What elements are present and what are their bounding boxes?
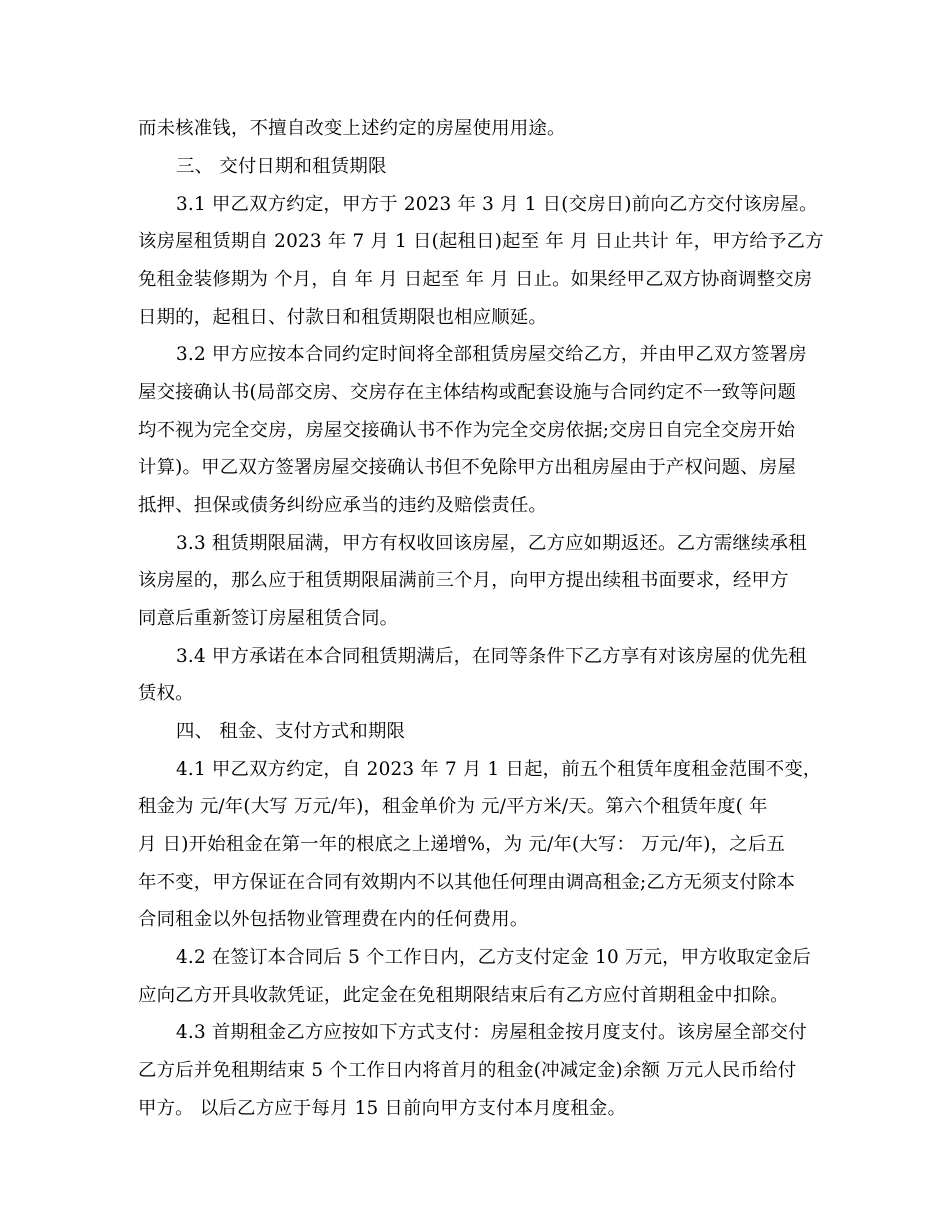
text-line: 屋交接确认书(局部交房、交房存在主体结构或配套设施与合同约定不一致等问题	[138, 382, 797, 403]
text-line: 赁权。	[138, 683, 194, 704]
text-line: 3.1 甲乙双方约定，甲方于 2023 年 3 月 1 日(交房日)前向乙方交付该房屋。	[176, 194, 818, 215]
text-line: 4.1 甲乙双方约定，自 2023 年 7 月 1 日起，前五个租赁年度租金范围不变，	[176, 759, 822, 780]
text-line: 该房屋租赁期自 2023 年 7 月 1 日(起租日)起至 年 月 日止共计 年，甲方给予乙方	[138, 231, 824, 252]
section-heading: 四、 租金、支付方式和期限	[176, 721, 406, 742]
text-line: 3.2 甲方应按本合同约定时间将全部租赁房屋交给乙方，并由甲乙双方签署房	[176, 344, 807, 365]
text-line: 该房屋的，那么应于租赁期限届满前三个月，向甲方提出续租书面要求，经甲方	[138, 570, 789, 591]
text-line: 同意后重新签订房屋租赁合同。	[138, 608, 399, 629]
text-line: 乙方后并免租期结束 5 个工作日内将首月的租金(冲减定金)余额 万元人民币给付	[138, 1060, 797, 1081]
text-line: 3.4 甲方承诺在本合同租赁期满后，在同等条件下乙方享有对该房屋的优先租	[176, 646, 807, 667]
text-line: 合同租金以外包括物业管理费在内的任何费用。	[138, 909, 529, 930]
text-line: 抵押、担保或债务纠纷应承当的违约及赔偿责任。	[138, 495, 547, 516]
text-line: 免租金装修期为 个月，自 年 月 日起至 年 月 日止。如果经甲乙双方协商调整交房	[138, 269, 813, 290]
text-line: 应向乙方开具收款凭证，此定金在免租期限结束后有乙方应付首期租金中扣除。	[138, 985, 789, 1006]
text-line: 均不视为完全交房，房屋交接确认书不作为完全交房依据;交房日自完全交房开始	[138, 420, 796, 441]
text-line: 日期的，起租日、付款日和租赁期限也相应顺延。	[138, 307, 547, 328]
text-line: 而未核准钱，不擅自改变上述约定的房屋使用用途。	[138, 118, 566, 139]
text-line: 4.2 在签订本合同后 5 个工作日内，乙方支付定金 10 万元，甲方收取定金后	[176, 947, 811, 968]
text-line: 3.3 租赁期限届满，甲方有权收回该房屋，乙方应如期返还。乙方需继续承租	[176, 533, 807, 554]
text-line: 租金为 元/年(大写 万元/年)，租金单价为 元/平方米/天。第六个租赁年度( 年	[138, 796, 768, 817]
text-line: 年不变，甲方保证在合同有效期内不以其他任何理由调高租金;乙方无须支付除本	[138, 872, 796, 893]
section-heading: 三、 交付日期和租赁期限	[176, 156, 387, 177]
text-line: 月 日)开始租金在第一年的根底之上递增%，为 元/年(大写： 万元/年)，之后五	[138, 834, 786, 855]
text-line: 4.3 首期租金乙方应按如下方式支付：房屋租金按月度支付。该房屋全部交付	[176, 1022, 807, 1043]
text-line: 计算)。甲乙双方签署房屋交接确认书但不免除甲方出租房屋由于产权问题、房屋	[138, 457, 797, 478]
text-line: 甲方。 以后乙方应于每月 15 日前向甲方支付本月度租金。	[138, 1098, 627, 1119]
